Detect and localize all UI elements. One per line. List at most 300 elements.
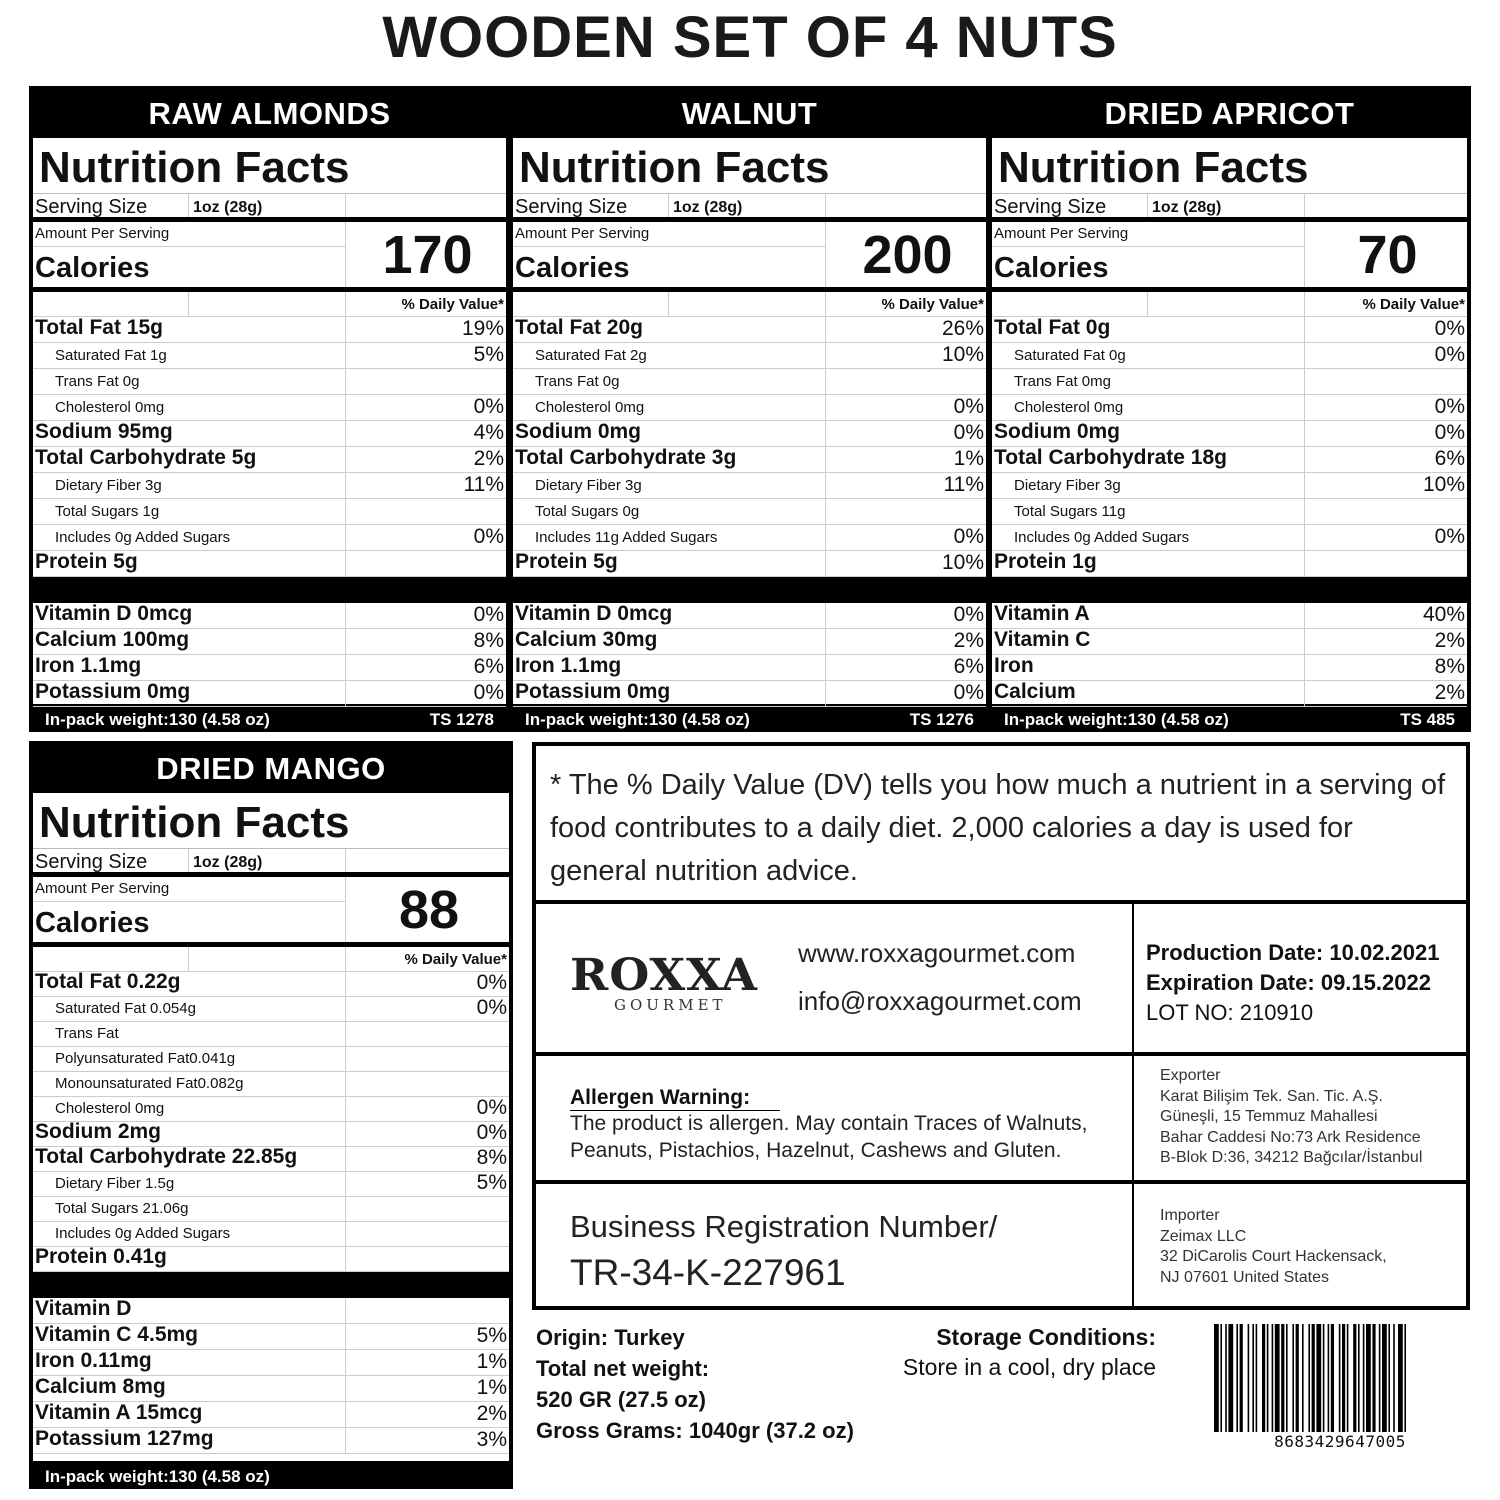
product-name: RAW ALMONDS: [148, 96, 391, 131]
barcode-bar: [1347, 1324, 1349, 1432]
nutrient-row: [33, 551, 506, 577]
nutrient-label: Trans Fat 0g: [535, 373, 620, 390]
barcode-bar: [1363, 1324, 1365, 1432]
serving-size-label: Serving Size: [35, 196, 148, 218]
exporter-line: B-Blok D:36, 34212 Bağcılar/İstanbul: [1160, 1149, 1423, 1166]
nutrient-label: Dietary Fiber 1.5g: [55, 1175, 175, 1192]
origin-label: Origin:: [536, 1325, 609, 1350]
vitamin-row: [33, 1350, 509, 1376]
nutrient-percent: 0%: [476, 996, 507, 1019]
importer-title: Importer: [1160, 1207, 1220, 1224]
nutrient-row: [33, 447, 506, 473]
nutrient-label: Monounsaturated Fat0.082g: [55, 1075, 244, 1092]
business-registration-label: Business Registration Number/: [570, 1209, 998, 1244]
barcode-bar: [1252, 1324, 1254, 1432]
nutrient-label: Protein 1g: [994, 550, 1097, 573]
barcode-bar: [1331, 1324, 1334, 1432]
nutrient-percent: 10%: [941, 343, 984, 366]
vitamin-percent: 5%: [476, 1324, 507, 1347]
calories-row: [33, 877, 509, 947]
nutrition-panel: [29, 741, 513, 1489]
product-name: DRIED MANGO: [156, 751, 386, 786]
exporter-line: Bahar Caddesi No:73 Ark Residence: [1160, 1128, 1421, 1146]
vitamin-row: [33, 1402, 509, 1428]
nutrient-label: Sodium 2mg: [35, 1120, 162, 1143]
nutrient-label: Saturated Fat 1g: [55, 347, 167, 364]
nutrient-row: [513, 551, 986, 577]
nutrient-label: Total Sugars 21.06g: [55, 1200, 189, 1217]
exporter-line: Güneşli, 15 Temmuz Mahallesi: [1160, 1108, 1378, 1125]
nutrient-percent: 0%: [1434, 317, 1465, 340]
nutrient-row: [33, 499, 506, 525]
nutrient-row: [513, 369, 986, 395]
serving-size-value: 1oz (28g): [193, 854, 263, 871]
vitamin-row: [513, 681, 986, 707]
vitamin-percent: 0%: [953, 681, 984, 704]
serving-size-label: Serving Size: [994, 196, 1107, 218]
calories-value: 170: [382, 225, 473, 285]
nutrient-label: Total Sugars 11g: [1014, 503, 1126, 520]
vitamin-row: [33, 1324, 509, 1350]
nutrient-row: [992, 499, 1467, 525]
vitamin-label: Iron 1.1mg: [515, 654, 622, 677]
nutrient-label: Saturated Fat 2g: [535, 347, 647, 364]
panel-footer: [988, 706, 1471, 732]
expiration-date-value: 09.15.2022: [1320, 970, 1431, 995]
barcode-bar: [1379, 1324, 1381, 1432]
importer-line: 32 DiCarolis Court Hackensack,: [1160, 1248, 1387, 1265]
expiration-date: [1146, 970, 1431, 996]
nutrient-label: Total Carbohydrate 5g: [35, 446, 257, 469]
nutrition-facts-body: [513, 138, 986, 704]
nutrient-row: [992, 343, 1467, 369]
nutrient-row: [33, 369, 506, 395]
nutrient-label: Dietary Fiber 3g: [1014, 477, 1121, 494]
calories-value: 70: [1357, 225, 1418, 285]
exporter-address: [1160, 1066, 1422, 1169]
serving-size-row: [33, 194, 506, 222]
vitamin-row: [33, 1298, 509, 1324]
vitamin-row: [33, 655, 506, 681]
main-title: WOODEN SET OF 4 NUTS: [382, 5, 1118, 70]
nutrient-label: Dietary Fiber 3g: [55, 477, 162, 494]
lot-number: LOT NO: 210910: [1146, 1000, 1314, 1025]
brand-cell: [536, 904, 1466, 1052]
allergen-cell: [536, 1052, 1466, 1180]
barcode-bar: [1214, 1324, 1219, 1432]
nutrient-label: Trans Fat: [55, 1025, 119, 1042]
in-pack-weight: In-pack weight:130 (4.58 oz): [45, 1467, 270, 1486]
business-registration: [570, 1204, 997, 1296]
vitamin-separator-bar: [33, 1272, 509, 1298]
barcode: [1212, 1324, 1468, 1434]
vitamin-row: [992, 629, 1467, 655]
nutrient-percent: 0%: [1434, 525, 1465, 548]
roxxa-logo: ROXXA: [570, 949, 758, 1001]
vitamin-row: [992, 681, 1467, 707]
nutrient-percent: 1%: [953, 447, 984, 470]
calories-row: [513, 222, 986, 292]
nutrient-row: [513, 421, 986, 447]
nutrient-label: Cholesterol 0mg: [1014, 399, 1124, 416]
nutrient-percent: 11%: [463, 473, 504, 496]
nutrition-facts-body: [992, 138, 1467, 704]
serving-size-row: [992, 194, 1467, 222]
vitamin-label: Calcium 100mg: [35, 628, 190, 651]
vitamin-label: Vitamin D: [35, 1297, 132, 1320]
barcode-bar: [1302, 1324, 1304, 1432]
vitamin-row: [513, 603, 986, 629]
vitamin-separator-bar: [992, 577, 1467, 603]
exporter-line: Karat Bilişim Tek. San. Tic. A.Ş.: [1160, 1087, 1383, 1105]
vitamin-percent: 1%: [476, 1350, 507, 1373]
nutrient-row: [513, 499, 986, 525]
vitamin-label: Vitamin A 15mcg: [35, 1401, 203, 1424]
nutrient-percent: 8%: [476, 1146, 507, 1169]
barcode-bar: [1342, 1324, 1345, 1432]
nutrient-label: Trans Fat 0g: [55, 373, 140, 390]
nutrient-row: [513, 525, 986, 551]
barcode-bar: [1393, 1324, 1395, 1432]
nutrient-row: [992, 421, 1467, 447]
nutrition-panel: [509, 86, 990, 732]
nutrient-row: [33, 1072, 509, 1097]
barcode-bar: [1372, 1324, 1375, 1432]
daily-value-header: [992, 292, 1467, 317]
vitamin-label: Iron: [994, 654, 1034, 677]
vitamin-percent: 6%: [473, 655, 504, 678]
daily-value-header-label: % Daily Value*: [1362, 296, 1465, 313]
barcode-bar: [1358, 1324, 1360, 1432]
nutrient-row: [992, 473, 1467, 499]
vitamin-percent: 2%: [1434, 629, 1465, 652]
nutrient-row: [33, 972, 509, 997]
nutrient-percent: 0%: [1434, 421, 1465, 444]
nutrient-percent: 4%: [473, 421, 504, 444]
barcode-bar: [1388, 1324, 1390, 1432]
daily-value-note: * The % Daily Value (DV) tells you how much a nutrient in a serving of food contributes to a daily diet. 2,000 calories a day is used for general nutrition advice.: [532, 742, 1470, 904]
importer-line: Zeimax LLC: [1160, 1227, 1247, 1245]
nutrition-facts-title: Nutrition Facts: [992, 138, 1467, 194]
nutrient-label: Sodium 95mg: [35, 420, 173, 443]
production-date-value: 10.02.2021: [1329, 940, 1440, 965]
nutrient-row: [513, 317, 986, 343]
nutrient-row: [33, 317, 506, 343]
barcode-bar: [1353, 1324, 1356, 1432]
nutrient-row: [33, 525, 506, 551]
vitamin-label: Iron 0.11mg: [35, 1349, 152, 1372]
info-grid: [532, 904, 1470, 1310]
vitamin-percent: 2%: [1434, 681, 1465, 704]
net-weight-label: Total net weight:: [536, 1356, 710, 1381]
nutrition-panel: [988, 86, 1471, 732]
nutrition-facts-title: Nutrition Facts: [513, 138, 986, 194]
barcode-bar: [1296, 1324, 1299, 1432]
website-link[interactable]: www.roxxagourmet.com: [798, 938, 1076, 968]
nutrient-percent: 19%: [461, 317, 504, 340]
in-pack-weight: In-pack weight:130 (4.58 oz): [45, 710, 270, 729]
nutrition-facts-title: Nutrition Facts: [33, 793, 509, 849]
calories-row: [992, 222, 1467, 292]
barcode-bar: [1272, 1324, 1274, 1432]
vitamin-row: [513, 629, 986, 655]
nutrient-row: [992, 369, 1467, 395]
allergen-text: The product is allergen. May contain Traces of Walnuts, Peanuts, Pistachios, Hazelnut, Cashews and Gluten.: [570, 1112, 1088, 1162]
roxxa-logo-sub: GOURMET: [614, 996, 727, 1014]
vitamin-label: Calcium 8mg: [35, 1375, 166, 1398]
origin-value: Turkey: [614, 1325, 685, 1350]
nutrient-label: Total Sugars 0g: [535, 503, 640, 520]
nutrient-percent: 0%: [473, 395, 504, 418]
nutrient-row: [33, 473, 506, 499]
nutrient-percent: 0%: [473, 525, 504, 548]
barcode-bar: [1236, 1324, 1238, 1432]
production-date-label: Production Date:: [1146, 940, 1324, 965]
barcode-bar: [1328, 1324, 1330, 1432]
barcode-bar: [1292, 1324, 1294, 1432]
barcode-bar: [1398, 1324, 1403, 1432]
nutrient-percent: 0%: [953, 525, 984, 548]
calories-label: Calories: [35, 907, 150, 939]
nutrient-row: [33, 1197, 509, 1222]
serving-size-value: 1oz (28g): [193, 199, 263, 216]
vitamin-label: Potassium 127mg: [35, 1427, 214, 1450]
serving-size-value: 1oz (28g): [1152, 199, 1222, 216]
nutrient-label: Protein 5g: [515, 550, 618, 573]
vitamin-row: [33, 1376, 509, 1402]
barcode-bar: [1323, 1324, 1325, 1432]
nutrient-row: [33, 1222, 509, 1247]
vitamin-label: Iron 1.1mg: [35, 654, 142, 677]
vitamin-label: Potassium 0mg: [35, 680, 191, 703]
nutrient-label: Includes 0g Added Sugars: [1014, 529, 1190, 546]
vitamin-percent: 2%: [476, 1402, 507, 1425]
product-name: DRIED APRICOT: [1104, 96, 1355, 131]
nutrient-row: [33, 1122, 509, 1147]
barcode-bar: [1256, 1324, 1258, 1432]
amount-per-serving-label: Amount Per Serving: [994, 225, 1129, 242]
in-pack-weight: In-pack weight:130 (4.58 oz): [525, 710, 750, 729]
nutrition-facts-title: Nutrition Facts: [33, 138, 506, 194]
vitamin-row: [513, 655, 986, 681]
email-link[interactable]: info@roxxagourmet.com: [798, 986, 1082, 1016]
vitamin-label: Vitamin D 0mcg: [515, 602, 673, 625]
barcode-bar: [1404, 1324, 1406, 1432]
serving-size-label: Serving Size: [35, 851, 148, 873]
barcode-bar: [1382, 1324, 1387, 1432]
nutrient-label: Dietary Fiber 3g: [535, 477, 642, 494]
amount-per-serving-label: Amount Per Serving: [515, 225, 650, 242]
barcode-bar: [1281, 1324, 1284, 1432]
origin-block: [536, 1322, 854, 1446]
nutrition-panel: [29, 86, 510, 732]
nutrient-percent: 0%: [1434, 395, 1465, 418]
vitamin-row: [992, 603, 1467, 629]
nutrient-label: Saturated Fat 0.054g: [55, 1000, 196, 1017]
barcode-bar: [1240, 1324, 1243, 1432]
nutrient-label: Total Fat 15g: [35, 316, 163, 339]
calories-row: [33, 222, 506, 292]
daily-value-header-label: % Daily Value*: [881, 296, 984, 313]
serving-size-row: [33, 849, 509, 877]
calories-value: 88: [398, 880, 460, 940]
ts-code: TS 1276: [909, 710, 974, 729]
nutrient-label: Protein 5g: [35, 550, 138, 573]
importer-address: [1160, 1206, 1387, 1288]
ts-code: TS 485: [1400, 710, 1455, 729]
nutrient-label: Saturated Fat 0g: [1014, 347, 1126, 364]
barcode-number: 8683429647005: [1274, 1432, 1406, 1451]
nutrient-percent: 6%: [1434, 447, 1465, 470]
vitamin-percent: 6%: [953, 655, 984, 678]
nutrient-row: [33, 1172, 509, 1197]
nutrient-label: Total Carbohydrate 18g: [994, 446, 1227, 469]
nutrient-row: [33, 1247, 509, 1272]
nutrient-percent: 10%: [941, 551, 984, 574]
business-registration-number: TR-34-K-227961: [570, 1252, 846, 1293]
nutrient-label: Sodium 0mg: [515, 420, 642, 443]
nutrient-row: [513, 473, 986, 499]
nutrition-facts-body: [33, 793, 509, 1461]
nutrient-percent: 10%: [1422, 473, 1465, 496]
vitamin-percent: 0%: [953, 603, 984, 626]
nutrient-label: Protein 0.41g: [35, 1245, 167, 1268]
vitamin-separator-bar: [33, 577, 506, 603]
nutrient-row: [513, 447, 986, 473]
nutrient-label: Total Carbohydrate 3g: [515, 446, 737, 469]
daily-value-header-label: % Daily Value*: [404, 951, 507, 968]
net-weight-value: 520 GR (27.5 oz): [536, 1387, 706, 1412]
serving-size-label: Serving Size: [515, 196, 628, 218]
barcode-bar: [1312, 1324, 1315, 1432]
nutrient-label: Cholesterol 0mg: [55, 399, 165, 416]
nutrient-row: [513, 343, 986, 369]
vitamin-percent: 0%: [473, 681, 504, 704]
nutrient-percent: 5%: [473, 343, 504, 366]
nutrient-label: Trans Fat 0mg: [1014, 373, 1111, 390]
serving-size-row: [513, 194, 986, 222]
nutrient-label: Cholesterol 0mg: [535, 399, 645, 416]
daily-value-header: [513, 292, 986, 317]
vitamin-label: Vitamin D 0mcg: [35, 602, 193, 625]
nutrient-percent: 0%: [476, 1121, 507, 1144]
nutrient-label: Includes 11g Added Sugars: [535, 529, 718, 546]
gross-weight: Gross Grams: 1040gr (37.2 oz): [536, 1418, 854, 1443]
storage-conditions: [860, 1322, 1156, 1382]
nutrient-row: [992, 525, 1467, 551]
nutrient-label: Cholesterol 0mg: [55, 1100, 165, 1117]
vitamin-row: [33, 603, 506, 629]
vitamin-percent: 8%: [1434, 655, 1465, 678]
barcode-bar: [1267, 1324, 1269, 1432]
nutrient-percent: 0%: [953, 421, 984, 444]
nutrient-row: [992, 551, 1467, 577]
nutrient-percent: 0%: [476, 1096, 507, 1119]
vitamin-label: Potassium 0mg: [515, 680, 671, 703]
vitamin-percent: 1%: [476, 1376, 507, 1399]
vitamin-label: Calcium: [994, 680, 1076, 703]
nutrient-label: Total Sugars 1g: [55, 503, 160, 520]
nutrient-label: Includes 0g Added Sugars: [55, 529, 231, 546]
vitamin-label: Vitamin C: [994, 628, 1091, 651]
barcode-bar: [1308, 1324, 1310, 1432]
nutrient-label: Total Fat 0g: [994, 316, 1111, 339]
vitamin-percent: 40%: [1422, 603, 1465, 626]
vitamin-separator-bar: [513, 577, 986, 603]
nutrient-row: [33, 421, 506, 447]
nutrient-percent: 0%: [1434, 343, 1465, 366]
nutrient-row: [33, 1047, 509, 1072]
nutrition-facts-body: [33, 138, 506, 704]
barcode-bar: [1275, 1324, 1280, 1432]
barcode-bar: [1262, 1324, 1265, 1432]
nutrient-row: [33, 1022, 509, 1047]
calories-label: Calories: [994, 252, 1109, 284]
nutrient-label: Includes 0g Added Sugars: [55, 1225, 231, 1242]
nutrient-percent: 5%: [476, 1171, 507, 1194]
amount-per-serving-label: Amount Per Serving: [35, 880, 170, 897]
nutrient-row: [992, 447, 1467, 473]
vitamin-percent: 2%: [953, 629, 984, 652]
nutrient-row: [513, 395, 986, 421]
importer-line: NJ 07601 United States: [1160, 1268, 1329, 1286]
nutrient-row: [992, 395, 1467, 421]
ts-code: TS 1278: [429, 710, 494, 729]
calories-label: Calories: [515, 252, 630, 284]
calories-value: 200: [862, 225, 953, 285]
daily-value-header: [33, 292, 506, 317]
amount-per-serving-label: Amount Per Serving: [35, 225, 170, 242]
nutrient-label: Total Fat 0.22g: [35, 970, 181, 993]
vitamin-percent: 0%: [473, 603, 504, 626]
vitamin-row: [33, 629, 506, 655]
nutrient-percent: 0%: [953, 395, 984, 418]
barcode-bar: [1366, 1324, 1371, 1432]
nutrient-row: [33, 343, 506, 369]
nutrient-label: Sodium 0mg: [994, 420, 1121, 443]
barcode-bar: [1316, 1324, 1321, 1432]
vitamin-percent: 3%: [476, 1428, 507, 1451]
nutrient-percent: 11%: [943, 473, 984, 496]
storage-text: Store in a cool, dry place: [902, 1354, 1156, 1380]
nutrient-label: Total Fat 20g: [515, 316, 643, 339]
storage-title: Storage Conditions:: [936, 1324, 1156, 1350]
in-pack-weight: In-pack weight:130 (4.58 oz): [1004, 710, 1229, 729]
serving-size-value: 1oz (28g): [673, 199, 743, 216]
vitamin-label: Calcium 30mg: [515, 628, 658, 651]
barcode-bar: [1228, 1324, 1233, 1432]
business-cell: [536, 1180, 1466, 1306]
barcode-bar: [1225, 1324, 1227, 1432]
nutrient-row: [992, 317, 1467, 343]
nutrient-row: [33, 1147, 509, 1172]
nutrient-row: [33, 395, 506, 421]
panel-footer: [29, 1463, 513, 1489]
vitamin-percent: 8%: [473, 629, 504, 652]
exporter-title: Exporter: [1160, 1067, 1221, 1084]
barcode-bar: [1248, 1324, 1250, 1432]
nutrient-percent: 0%: [476, 971, 507, 994]
product-name: WALNUT: [681, 96, 818, 131]
nutrient-label: Polyunsaturated Fat0.041g: [55, 1050, 236, 1067]
vitamin-row: [992, 655, 1467, 681]
nutrient-row: [33, 997, 509, 1022]
panel-footer: [509, 706, 990, 732]
vitamin-row: [33, 1428, 509, 1454]
barcode-bar: [1339, 1324, 1341, 1432]
barcode-bar: [1220, 1324, 1222, 1432]
nutrient-label: Total Carbohydrate 22.85g: [35, 1145, 298, 1168]
